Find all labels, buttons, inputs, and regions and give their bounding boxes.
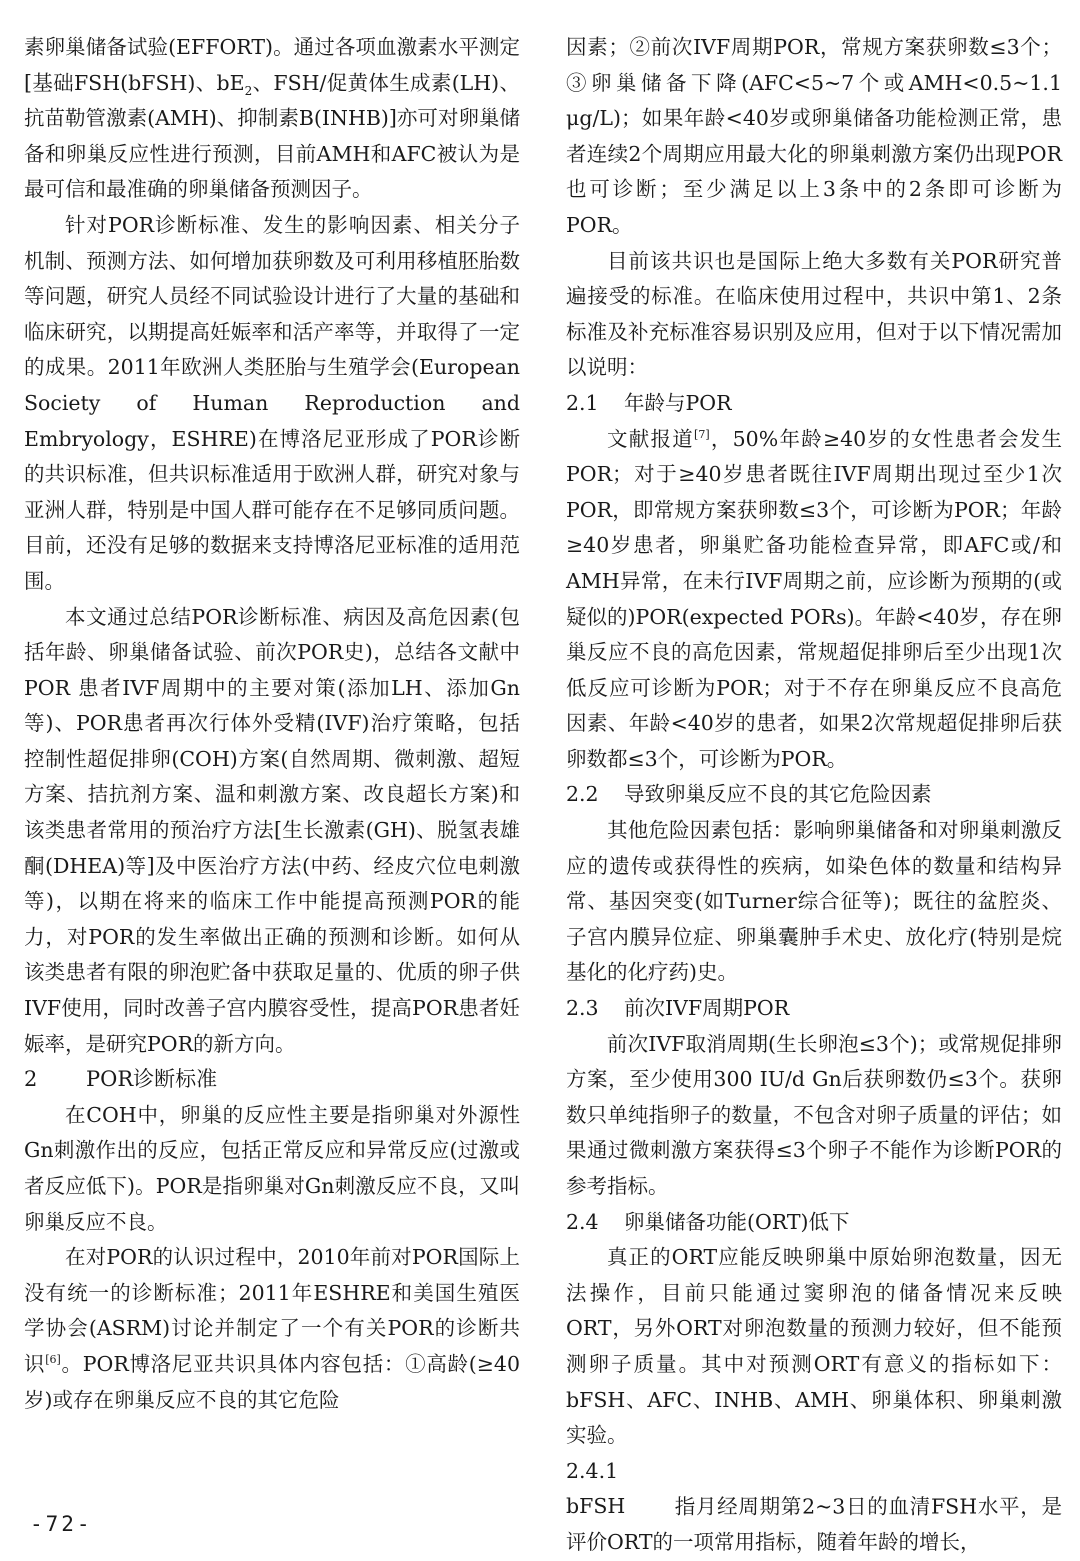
citation-ref: [6]: [45, 1353, 61, 1367]
paragraph: 素卵巢储备试验(EFFORT)。通过各项血激素水平测定[基础FSH(bFSH)、$bE_2$、FSH/促黄体生成素(LH)、抗苗勒管激素(AMH)、抑制素B(INHB)]亦可对卵巢储备和卵巢反应性进行预测，目前AMH和AFC被认为是最可信和最准确的卵巢储备预测因子。: [24, 35, 520, 202]
paragraph: 针对POR诊断标准、发生的影响因素、相关分子机制、预测方法、如何增加获卵数及可利用移植胚胎数等问题，研究人员经不同试验设计进行了大量的基础和临床研究，以期提高妊娠率和活产率等，并取得了一定的成果。2011年欧洲人类胚胎与生殖学会(European Society of Human Reproduction and Embryology，ESHRE)在博洛尼亚形成了POR诊断的共识标准，但共识标准适用于欧洲人群，研究对象与亚洲人群，特别是中国人群可能存在不足够同质问题。目前，还没有足够的数据来支持博洛尼亚标准的适用范围。: [24, 212, 520, 593]
paragraph: 因素；②前次IVF周期POR，常规方案获卵数≤3个；③卵巢储备下降(AFC<5~7个或AMH<0.5~1.1 μg/L)；如果年龄<40岁或卵巢储备功能检测正常，患者连续2个周期应用最大化的卵巢刺激方案仍出现POR也可诊断；至少满足以上3条中的2条即可诊断为POR。: [566, 35, 1062, 237]
paragraph: 前次IVF取消周期(生长卵泡≤3个)；或常规促排卵方案，至少使用300 IU/d Gn后获卵数仍≤3个。获卵数只单纯指卵子的数量，不包含对卵子质量的评估；如果通过微刺激方案获得≤3个卵子不能作为诊断POR的参考指标。: [566, 1031, 1062, 1198]
paragraph: 真正的ORT应能反映卵巢中原始卵泡数量，因无法操作，目前只能通过窦卵泡的储备情况来反映ORT，另外ORT对卵泡数量的预测力较好，但不能预测卵子质量。其中对预测ORT有意义的指标如下：bFSH、AFC、INHB、AMH、卵巢体积、卵巢刺激实验。: [566, 1245, 1062, 1448]
paragraph: 其他危险因素包括：影响卵巢储备和对卵巢刺激反应的遗传或获得性的疾病，如染色体的数量和结构异常、基因突变(如Turner综合征等)；既往的盆腔炎、子宫内膜异位症、卵巢囊肿手术史、放化疗(特别是烷基化的化疗药)史。: [566, 818, 1062, 985]
right-column: [566, 30, 1062, 1561]
paragraph: 目前该共识也是国际上绝大多数有关POR研究普遍接受的标准。在临床使用过程中，共识中第1、2条标准及补充标准容易识别及应用，但对于以下情况需加以说明：: [566, 248, 1062, 380]
subsection-heading: 2.3 前次IVF周期POR: [566, 996, 790, 1021]
paragraph: 在对POR的认识过程中，2010年前对POR国际上没有统一的诊断标准；2011年ESHRE和美国生殖医学协会(ASRM)讨论并制定了一个有关POR的诊断共识[6]。POR博洛尼亚共识具体内容包括：①高龄(≥40岁)或存在卵巢反应不良的其它危险: [24, 1245, 521, 1412]
paragraph: 文献报道[7]，50%年龄≥40岁的女性患者会发生POR；对于≥40岁患者既往IVF周期出现过至少1次POR，即常规方案获卵数≤3个，可诊断为POR；年龄≥40岁患者，卵巢贮备功能检查异常，即AFC或/和AMH异常，在未行IVF周期之前，应诊断为预期的(或疑似的)POR(expected PORs)。年龄<40岁，存在卵巢反应不良的高危因素，常规超促排卵后至少出现1次低反应可诊断为POR；对于不存在卵巢反应不良高危因素、年龄<40岁的患者，如果2次常规超促排卵后获卵数都≤3个，可诊断为POR。: [566, 426, 1063, 771]
subsection-heading: 2.4 卵巢储备功能(ORT)低下: [566, 1209, 850, 1234]
page-number: -72-: [30, 1512, 93, 1536]
left-column: [24, 30, 520, 1418]
section-heading: 2 POR诊断标准: [24, 1067, 218, 1092]
subsection-paragraph: 2.4.1 bFSH 指月经周期第2~3日的血清FSH水平，是评价ORT的一项常用指标，随着年龄的增长，: [566, 1458, 1062, 1554]
subsection-heading: 2.2 导致卵巢反应不良的其它危险因素: [566, 782, 932, 807]
paragraph: 在COH中，卵巢的反应性主要是指卵巢对外源性Gn刺激作出的反应，包括正常反应和异常反应(过激或者反应低下)。POR是指卵巢对Gn刺激反应不良，又叫卵巢反应不良。: [24, 1102, 520, 1234]
subsection-heading: 2.1 年龄与POR: [566, 390, 732, 415]
paragraph: 本文通过总结POR诊断标准、病因及高危因素(包括年龄、卵巢储备试验、前次POR史)，总结各文献中POR 患者IVF周期中的主要对策(添加LH、添加Gn等)、POR患者再次行体外受精(IVF)治疗策略，包括控制性超促排卵(COH)方案(自然周期、微刺激、超短方案、拮抗剂方案、温和刺激方案、改良超长方案)和该类患者常用的预治疗方法[生长激素(GH)、脱氢表雄酮(DHEA)等]及中医治疗方法(中药、经皮穴位电刺激等)，以期在将来的临床工作中能提高预测POR的能力，对POR的发生率做出正确的预测和诊断。如何从该类患者有限的卵泡贮备中获取足量的、优质的卵子供IVF使用，同时改善子宫内膜容受性，提高POR患者妊娠率，是研究POR的新方向。: [24, 604, 520, 1056]
citation-ref: [7]: [694, 427, 710, 441]
